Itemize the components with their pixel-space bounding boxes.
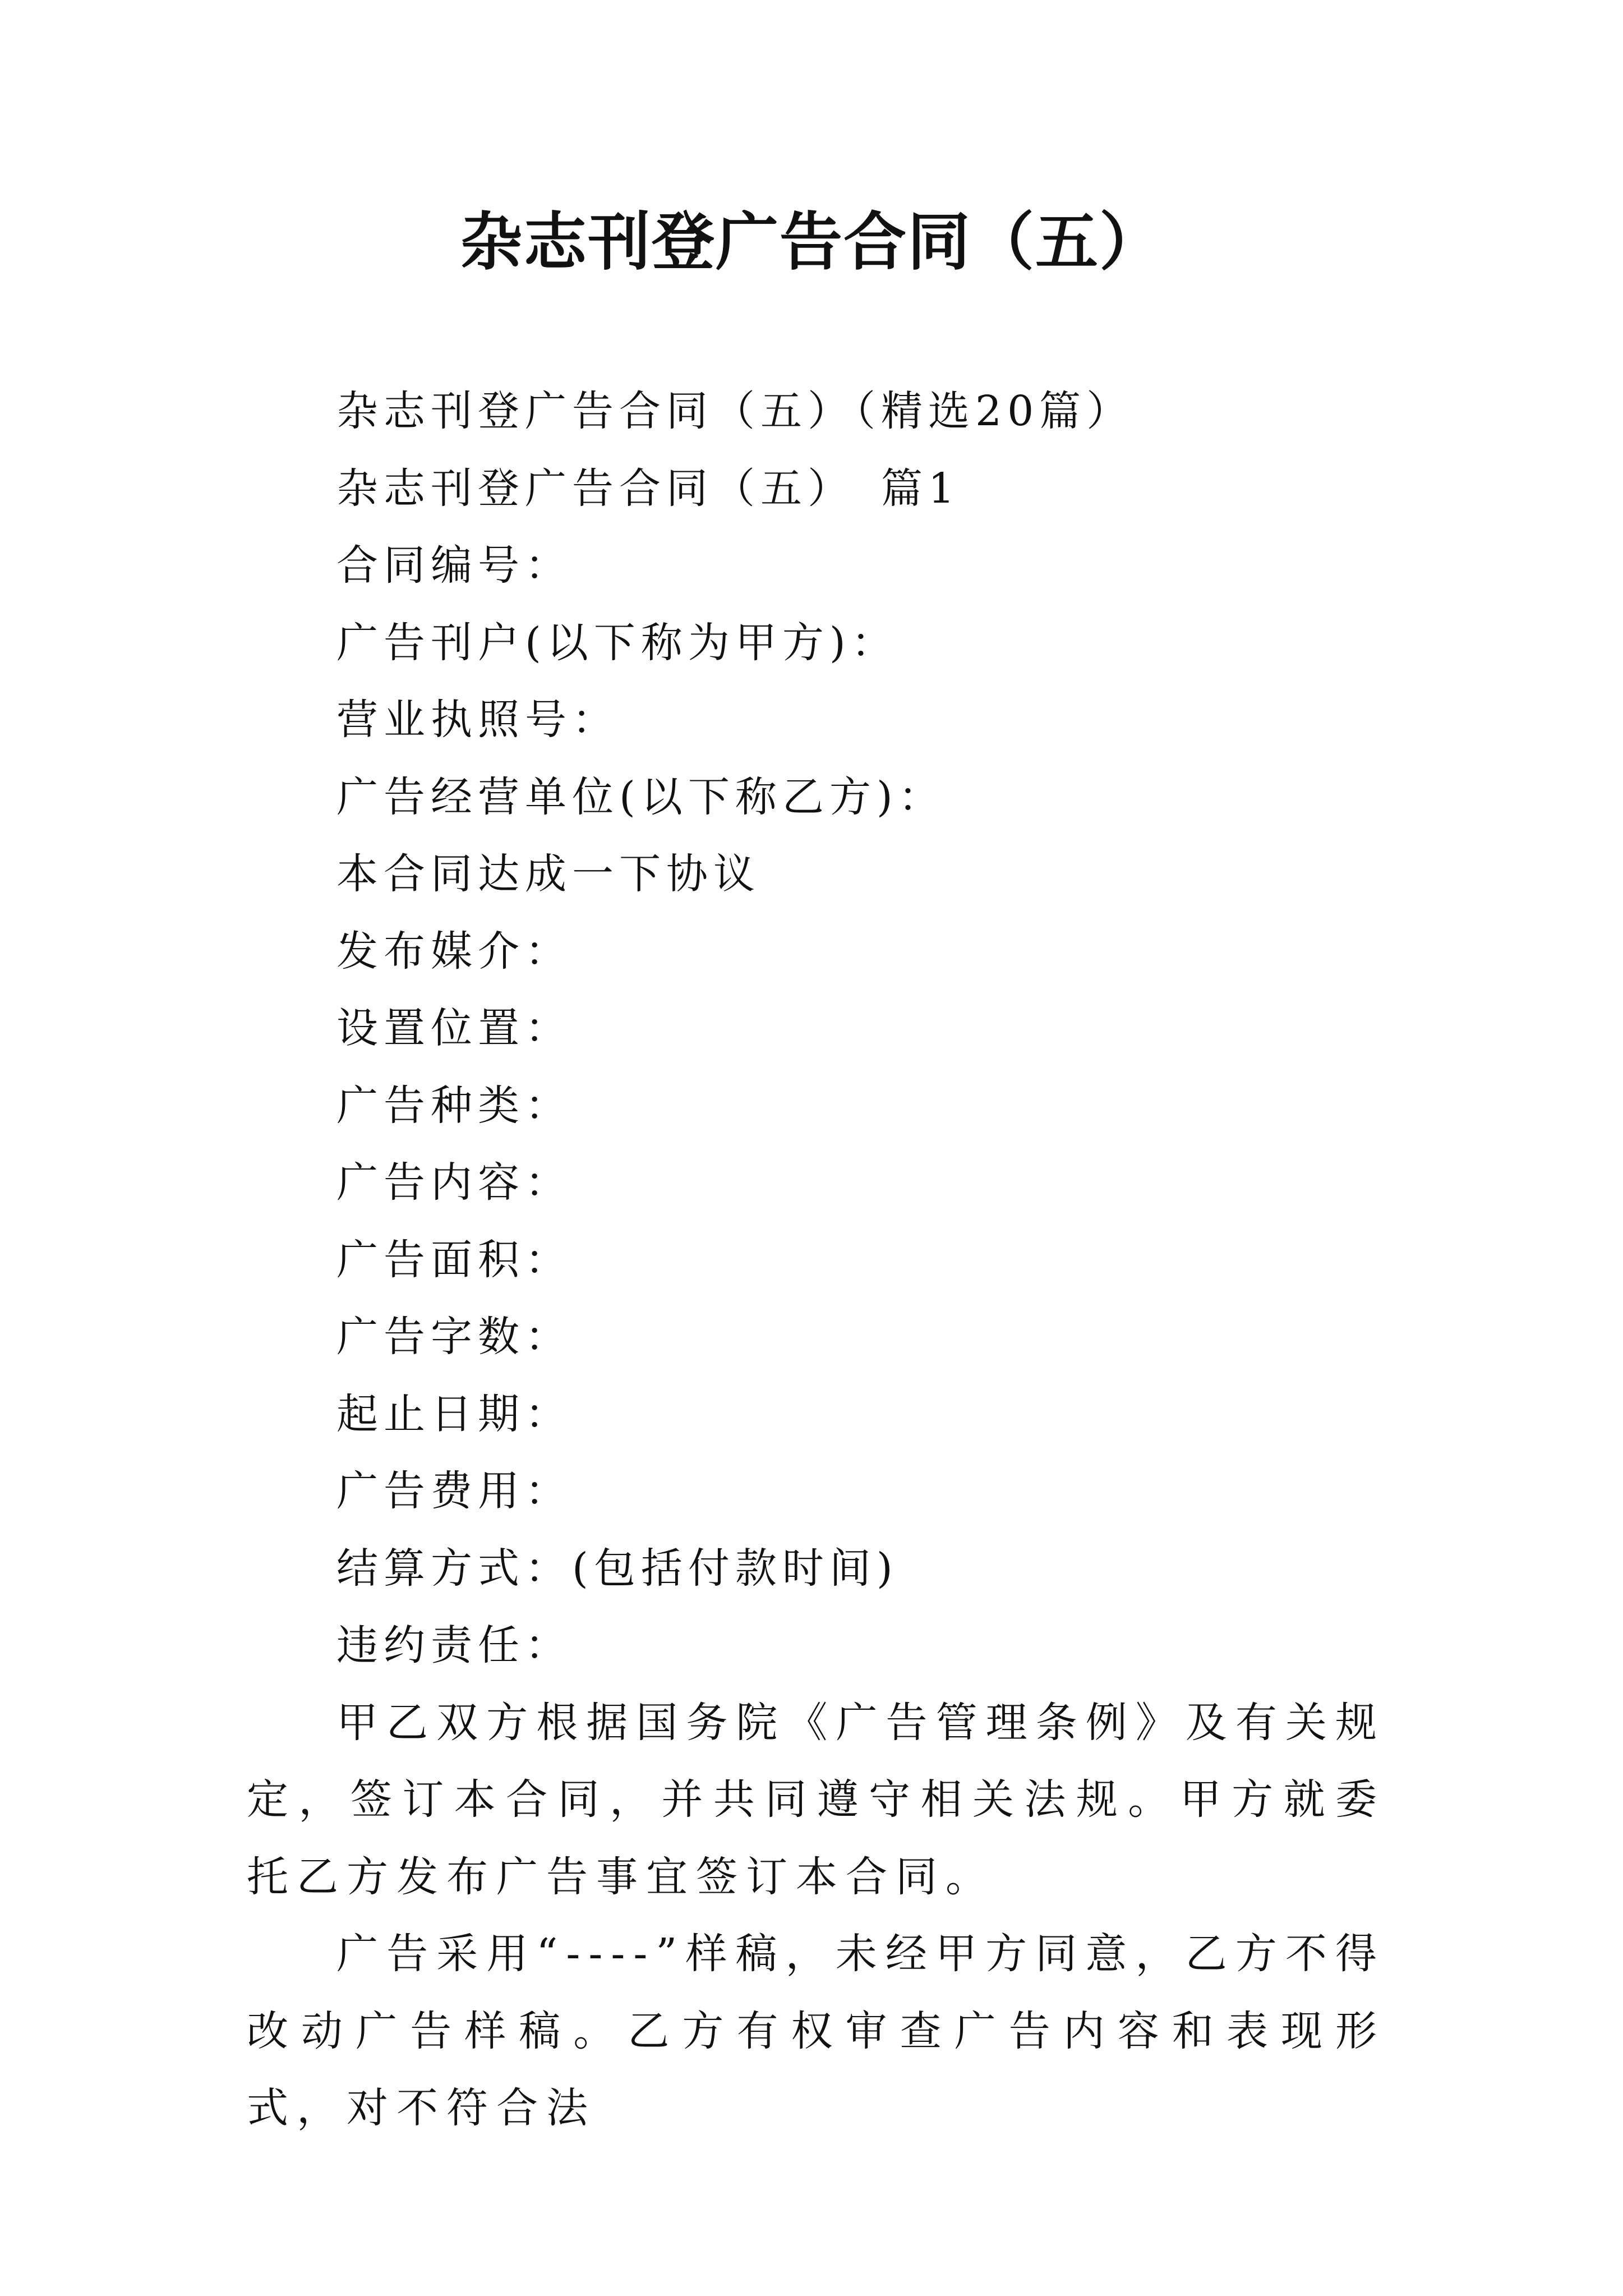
body-paragraph: 甲乙双方根据国务院《广告管理条例》及有关规定，签订本合同，并共同遵守相关法规。甲方就委托乙方发布广告事宜签订本合同。 (247, 1698, 1385, 1901)
text-line: 起止日期： (336, 1389, 572, 1438)
text-line: 设置位置： (336, 1004, 572, 1052)
text-line: 杂志刊登广告合同（五）（精选20篇） (336, 387, 1134, 435)
body-paragraph: 广告采用“----”样稿，未经甲方同意，乙方不得改动广告样稿。乙方有权审查广告内容和表现形式，对不符合法 (247, 1930, 1385, 2132)
text-line: 本合同达成一下协议 (336, 850, 760, 898)
text-line: 广告费用： (336, 1467, 572, 1515)
text-line: 违约责任： (336, 1621, 572, 1669)
text-line: 广告种类： (336, 1081, 572, 1130)
text-line: 合同编号： (336, 541, 572, 590)
document-title: 杂志刊登广告合同（五） (460, 205, 1163, 279)
text-line: 结算方式：(包括付款时间) (336, 1544, 898, 1593)
text-line: 广告字数： (336, 1313, 572, 1361)
text-line: 广告经营单位(以下称乙方)： (336, 772, 946, 821)
document-body (247, 373, 1385, 2147)
text-line: 广告面积： (336, 1235, 572, 1284)
text-line: 发布媒介： (336, 927, 572, 976)
text-line: 杂志刊登广告合同（五） 篇1 (336, 464, 961, 513)
text-line: 营业执照号： (336, 696, 619, 744)
text-line: 广告内容： (336, 1158, 572, 1207)
text-line: 广告刊户(以下称为甲方)： (336, 618, 898, 667)
